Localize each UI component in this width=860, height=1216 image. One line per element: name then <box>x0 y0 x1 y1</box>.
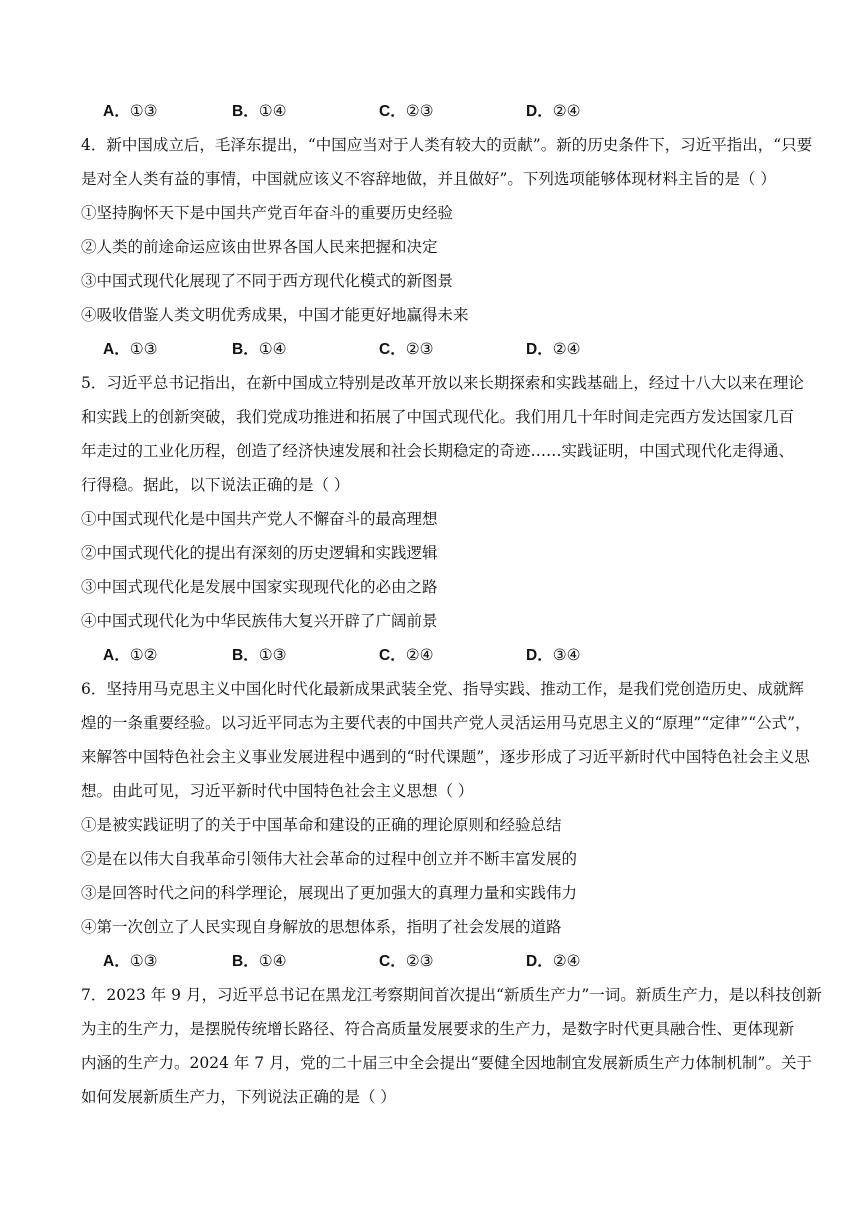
question-text-line: ①坚持胸怀天下是中国共产党百年奋斗的重要历史经验 <box>81 204 454 222</box>
option-letter: C． <box>379 647 406 664</box>
option-letter: B． <box>232 647 259 664</box>
option-letter: D． <box>526 647 553 664</box>
option-a <box>103 338 158 361</box>
option-letter: C． <box>379 341 406 358</box>
question-text-line: ①是被实践证明了的关于中国革命和建设的正确的理论原则和经验总结 <box>81 816 562 834</box>
question-text-line: ②是在以伟大自我革命引领伟大社会革命的过程中创立并不断丰富发展的 <box>81 850 578 868</box>
question-text-line: 4．新中国成立后，毛泽东提出，“中国应当对于人类有较大的贡献”。新的历史条件下，习近平指出，“只要 <box>81 136 813 154</box>
question-text-line: 是对全人类有益的事情，中国就应该义不容辞地做，并且做好”。下列选项能够体现材料主旨的是（ ） <box>81 170 776 188</box>
option-letter: B． <box>232 103 259 120</box>
option-c <box>379 644 434 667</box>
option-value: ②④ <box>552 952 581 970</box>
option-letter: A． <box>103 953 130 970</box>
question-text-line: 6．坚持用马克思主义中国化时代化最新成果武装全党、指导实践、推动工作，是我们党创造历史、成就辉 <box>81 680 804 698</box>
option-b <box>232 950 287 973</box>
question-text-line: ③是回答时代之问的科学理论，展现出了更加强大的真理力量和实践伟力 <box>81 884 578 902</box>
question-text-line: ③中国式现代化展现了不同于西方现代化模式的新图景 <box>81 272 454 290</box>
option-d <box>526 338 581 361</box>
question-text-line: ②中国式现代化的提出有深刻的历史逻辑和实践逻辑 <box>81 544 438 562</box>
option-value: ③④ <box>552 646 581 664</box>
option-b <box>232 100 287 123</box>
option-letter: B． <box>232 341 259 358</box>
option-value: ②③ <box>405 952 434 970</box>
option-value: ②④ <box>552 340 581 358</box>
option-value: ①④ <box>258 340 287 358</box>
option-letter: A． <box>103 341 130 358</box>
question-text-line: ④吸收借鉴人类文明优秀成果，中国才能更好地赢得未来 <box>81 306 469 324</box>
question-text-line: ①中国式现代化是中国共产党人不懈奋斗的最高理想 <box>81 510 438 528</box>
question-text-line: 7．2023 年 9 月，习近平总书记在黑龙江考察期间首次提出“新质生产力”一词。新质生产力，是以科技创新 <box>81 986 822 1004</box>
answer-options-row <box>103 644 763 666</box>
option-letter: C． <box>379 953 406 970</box>
option-value: ②③ <box>405 102 434 120</box>
option-d <box>526 100 581 123</box>
question-text-line: 想。由此可见，习近平新时代中国特色社会主义思想（ ） <box>81 782 474 800</box>
option-d <box>526 644 581 667</box>
question-text-line: 为主的生产力，是摆脱传统增长路径、符合高质量发展要求的生产力，是数字时代更具融合性、更体现新 <box>81 1020 795 1038</box>
option-letter: A． <box>103 103 130 120</box>
option-value: ①③ <box>258 646 287 664</box>
option-value: ①② <box>129 646 158 664</box>
option-c <box>379 950 434 973</box>
option-letter: D． <box>526 103 553 120</box>
option-value: ①④ <box>258 952 287 970</box>
option-value: ①④ <box>258 102 287 120</box>
option-c <box>379 338 434 361</box>
option-value: ②④ <box>552 102 581 120</box>
answer-options-row <box>103 338 763 360</box>
question-text-line: ②人类的前途命运应该由世界各国人民来把握和决定 <box>81 238 438 256</box>
option-b <box>232 644 287 667</box>
option-letter: D． <box>526 953 553 970</box>
question-text-line: 来解答中国特色社会主义事业发展进程中遇到的“时代课题”，逐步形成了习近平新时代中国特色社会主义思 <box>81 748 810 766</box>
option-value: ①③ <box>129 952 158 970</box>
answer-options-row <box>103 100 763 122</box>
question-text-line: 内涵的生产力。2024 年 7 月，党的二十届三中全会提出“要健全因地制宜发展新质生产力体制机制”。关于 <box>81 1054 812 1072</box>
question-text-line: ④中国式现代化为中华民族伟大复兴开辟了广阔前景 <box>81 612 438 630</box>
option-letter: C． <box>379 103 406 120</box>
question-text-line: ③中国式现代化是发展中国家实现现代化的必由之路 <box>81 578 438 596</box>
option-value: ①③ <box>129 102 158 120</box>
question-text-line: 和实践上的创新突破，我们党成功推进和拓展了中国式现代化。我们用几十年时间走完西方发达国家几百 <box>81 408 795 426</box>
question-text-line: 如何发展新质生产力，下列说法正确的是（ ） <box>81 1088 396 1106</box>
option-value: ②③ <box>405 340 434 358</box>
option-b <box>232 338 287 361</box>
question-text-line: ④第一次创立了人民实现自身解放的思想体系，指明了社会发展的道路 <box>81 918 562 936</box>
option-d <box>526 950 581 973</box>
option-letter: B． <box>232 953 259 970</box>
option-a <box>103 950 158 973</box>
option-value: ①③ <box>129 340 158 358</box>
option-a <box>103 644 158 667</box>
option-c <box>379 100 434 123</box>
question-text-line: 5．习近平总书记指出，在新中国成立特别是改革开放以来长期探索和实践基础上，经过十八大以来在理论 <box>81 374 804 392</box>
question-text-line: 煌的一条重要经验。以习近平同志为主要代表的中国共产党人灵活运用马克思主义的“原理”“定律”“公式”， <box>81 714 811 732</box>
question-text-line: 年走过的工业化历程，创造了经济快速发展和社会长期稳定的奇迹……实践证明，中国式现代化走得通、 <box>81 442 795 460</box>
option-letter: D． <box>526 341 553 358</box>
question-text-line: 行得稳。据此，以下说法正确的是（ ） <box>81 476 350 494</box>
option-letter: A． <box>103 647 130 664</box>
option-value: ②④ <box>405 646 434 664</box>
answer-options-row <box>103 950 763 972</box>
option-a <box>103 100 158 123</box>
